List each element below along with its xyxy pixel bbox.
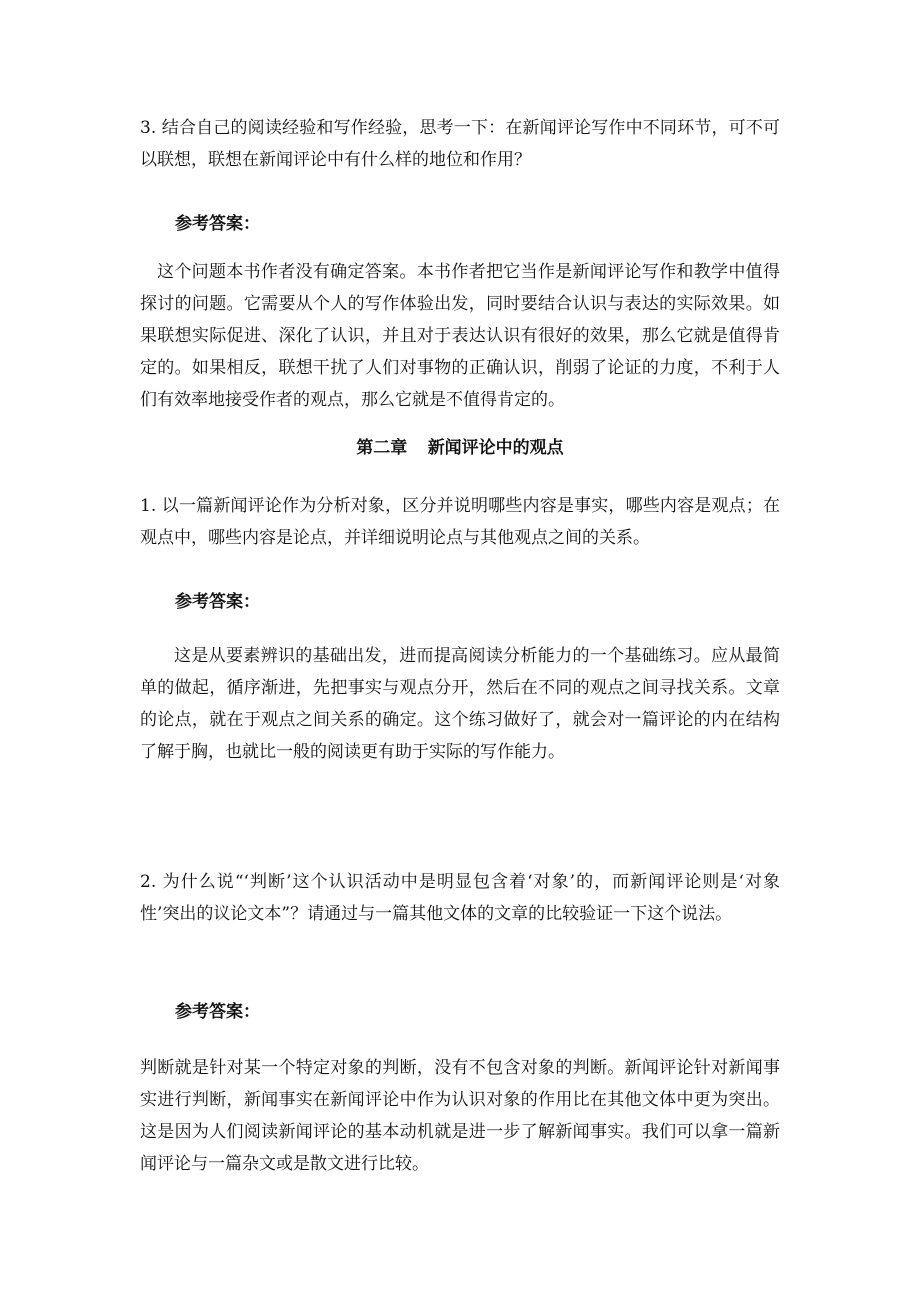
chapter-title: 新闻评论中的观点 [427, 438, 564, 458]
chapter2-question-1: 1. 以一篇新闻评论作为分析对象，区分并说明哪些内容是事实，哪些内容是观点；在观点中，哪些内容是论点，并详细说明论点与其他观点之间的关系。 [140, 496, 780, 548]
question-3: 3. 结合自己的阅读经验和写作经验，思考一下：在新闻评论写作中不同环节，可不可以联想，联想在新闻评论中有什么样的地位和作用？ [140, 118, 780, 170]
answer-label-c2q2: 参考答案： [175, 1002, 260, 1022]
answer-c2q2: 判断就是针对某一个特定对象的判断，没有不包含对象的判断。新闻评论针对新闻事实进行判断，新闻事实在新闻评论中作为认识对象的作用比在其他文体中更为突出。这是因为人们阅读新闻评论的基本动机就是进一步了解新闻事实。我们可以拿一篇新闻评论与一篇杂文或是散文进行比较。 [140, 1058, 780, 1174]
answer-label-q3: 参考答案： [175, 214, 260, 234]
chapter-number: 第二章 [356, 438, 408, 458]
answer-c2q1: 这是从要素辨识的基础出发，进而提高阅读分析能力的一个基础练习。应从最简单的做起，循序渐进，先把事实与观点分开，然后在不同的观点之间寻找关系。文章的论点，就在于观点之间关系的确定。这个练习做好了，就会对一篇评论的内在结构了解于胸，也就比一般的阅读更有助于实际的写作能力。 [140, 646, 780, 762]
chapter2-question-2: 2. 为什么说“‘判断’这个认识活动中是明显包含着‘对象’的，而新闻评论则是‘对象性’突出的议论文本”？请通过与一篇其他文体的文章的比较验证一下这个说法。 [140, 872, 780, 924]
answer-q3: 这个问题本书作者没有确定答案。本书作者把它当作是新闻评论写作和教学中值得探讨的问题。它需要从个人的写作体验出发，同时要结合认识与表达的实际效果。如果联想实际促进、深化了认识，并且对于表达认识有很好的效果，那么它就是值得肯定的。如果相反，联想干扰了人们对事物的正确认识，削弱了论证的力度，不利于人们有效率地接受作者的观点，那么它就是不值得肯定的。 [140, 262, 780, 410]
chapter-heading [140, 432, 780, 464]
answer-label-c2q1: 参考答案： [175, 592, 260, 612]
